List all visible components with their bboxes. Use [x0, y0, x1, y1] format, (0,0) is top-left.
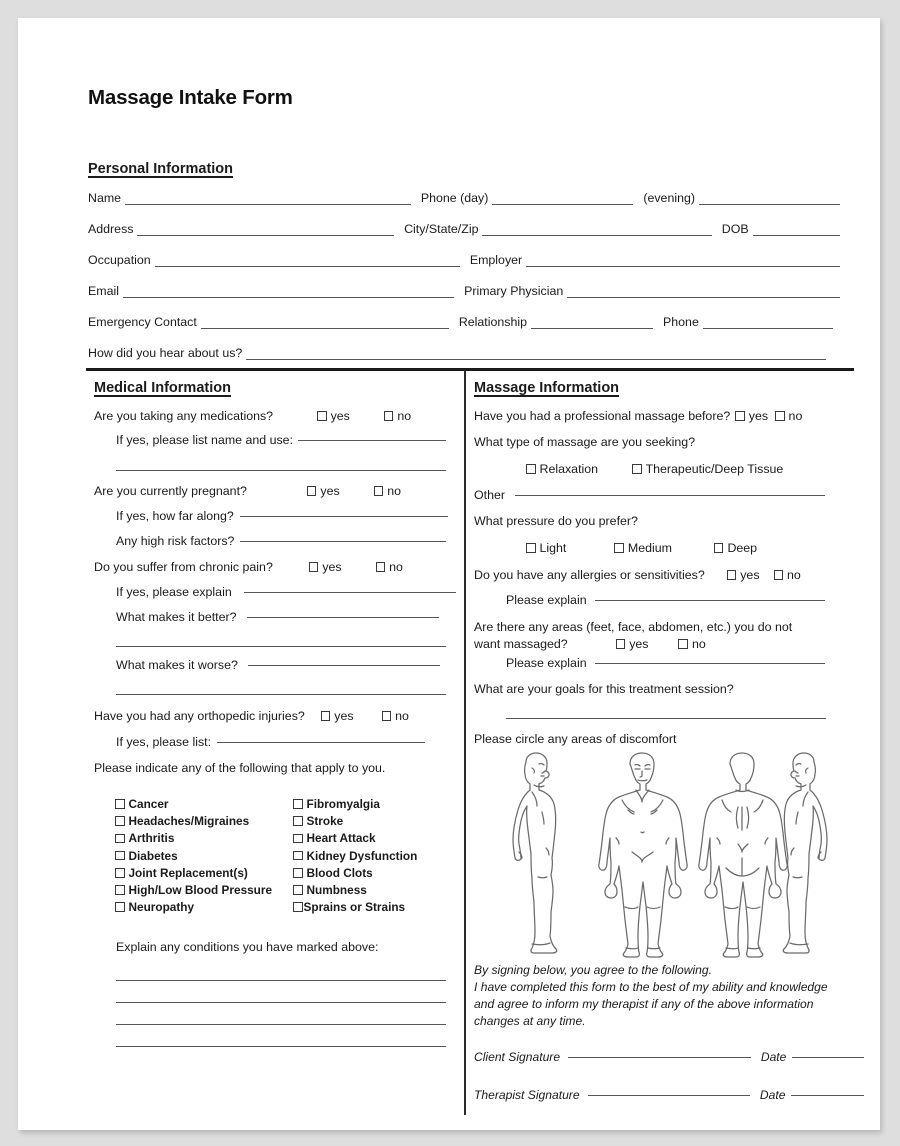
- checkbox-label-yes: yes: [740, 568, 760, 582]
- personal-row-emergency-contact: [88, 315, 850, 329]
- checkbox-pregnant-yes[interactable]: [307, 484, 340, 498]
- question-orthopedic-injuries: [94, 709, 458, 723]
- field-label-dob: DOB: [721, 222, 749, 236]
- field-input-other[interactable]: [515, 495, 825, 496]
- checkbox-square-icon[interactable]: [526, 464, 536, 474]
- checkbox-label-yes: yes: [748, 409, 769, 423]
- section-heading-personal-information: Personal Information: [88, 161, 234, 177]
- checkbox-square-icon[interactable]: [526, 543, 536, 553]
- figure-side-left: [513, 753, 557, 953]
- field-input-explain-line-1[interactable]: [116, 980, 446, 981]
- field-input-email[interactable]: [123, 297, 454, 298]
- checkbox-label: Heart Attack: [306, 831, 376, 846]
- pressure-options: [526, 541, 850, 555]
- checkbox-label: Stroke: [306, 814, 344, 829]
- checkbox-label: Blood Clots: [306, 865, 373, 880]
- field-input-high-risk-factors[interactable]: [240, 541, 446, 542]
- page-title: Massage Intake Form: [88, 86, 293, 109]
- client-signature-input[interactable]: [568, 1057, 751, 1058]
- checkbox-square-icon[interactable]: [714, 543, 724, 553]
- paper-page: [18, 18, 880, 1130]
- agreement-line-3: and agree to inform my therapist if any of the above information: [474, 997, 814, 1011]
- body-diagram[interactable]: [474, 748, 850, 960]
- checkbox-previous-massage-no[interactable]: [775, 409, 802, 423]
- navel: [641, 832, 644, 833]
- explain-conditions-prompt: Explain any conditions you have marked above:: [116, 940, 379, 955]
- field-input-phone-evening[interactable]: [699, 204, 840, 205]
- checkbox-condition-sprains-or-strains[interactable]: [293, 900, 417, 914]
- checkbox-pregnant-no[interactable]: [374, 484, 401, 498]
- checkbox-square-icon[interactable]: [293, 834, 303, 844]
- checkbox-label-no: no: [397, 409, 412, 423]
- checkbox-label-no: no: [395, 709, 409, 723]
- checkbox-label: Kidney Dysfunction: [306, 848, 418, 863]
- medical-information-column: [88, 380, 458, 1047]
- checkbox-label-yes: yes: [330, 409, 350, 423]
- question-label-chronic-pain-explain: If yes, please explain: [116, 585, 232, 599]
- checkbox-label-no: no: [389, 560, 403, 574]
- checkbox-allergies-yes[interactable]: [727, 568, 760, 582]
- checkbox-type-relaxation[interactable]: [526, 462, 598, 476]
- field-label-how-did-you-hear: How did you hear about us?: [88, 346, 243, 360]
- checkbox-orthopedic-yes[interactable]: [321, 709, 354, 723]
- checkbox-label: Numbness: [306, 882, 367, 897]
- field-label-emergency-contact: Emergency Contact: [88, 315, 197, 329]
- personal-row-occupation: [88, 253, 850, 267]
- question-makes-it-worse: [94, 658, 458, 672]
- checkbox-square-icon[interactable]: [376, 562, 386, 572]
- checkbox-avoid-areas-no[interactable]: [678, 637, 705, 651]
- question-label-high-risk-factors: Any high risk factors?: [116, 534, 235, 548]
- left-ankle: [626, 948, 638, 949]
- checkbox-label-yes: yes: [629, 637, 649, 651]
- body-outline: [699, 753, 787, 957]
- field-input-dob[interactable]: [753, 235, 840, 236]
- question-label-pregnant: Are you currently pregnant?: [94, 484, 247, 498]
- checkbox-square-icon[interactable]: [614, 543, 624, 553]
- checkbox-square-icon[interactable]: [321, 711, 331, 721]
- field-input-medications-list-line2[interactable]: [116, 470, 446, 471]
- checkbox-label-no: no: [691, 637, 706, 651]
- checkbox-previous-massage-yes[interactable]: [735, 409, 768, 423]
- field-label-name: Name: [88, 191, 122, 205]
- field-input-makes-it-better-line2[interactable]: [116, 646, 446, 647]
- checkbox-square-icon[interactable]: [317, 411, 327, 421]
- checkbox-label: Joint Replacement(s): [128, 865, 248, 880]
- checkbox-label: Deep: [727, 541, 758, 555]
- massage-type-options: [526, 462, 850, 476]
- field-label-other: Other: [474, 488, 505, 502]
- client-date-input[interactable]: [792, 1057, 864, 1058]
- question-label-pressure: What pressure do you prefer?: [474, 514, 638, 528]
- section-heading-medical-information: Medical Information: [94, 380, 231, 396]
- agreement-line-4: changes at any time.: [474, 1014, 586, 1028]
- checkbox-allergies-no[interactable]: [774, 568, 801, 582]
- agreement-line-2: I have completed this form to the best of my ability and knowledge: [474, 980, 828, 994]
- checkbox-label-no: no: [788, 409, 803, 423]
- checkbox-orthopedic-no[interactable]: [382, 709, 409, 723]
- checkbox-condition-heart-attack[interactable]: [293, 831, 417, 845]
- client-date-label: Date: [760, 1050, 787, 1064]
- checkbox-pressure-medium[interactable]: [614, 541, 672, 555]
- checkbox-condition-fibromyalgia[interactable]: [293, 797, 417, 811]
- checkbox-square-icon[interactable]: [774, 570, 784, 580]
- question-previous-massage: [474, 409, 850, 423]
- section-divider-horizontal: [86, 368, 854, 371]
- field-input-avoid-areas-explain[interactable]: [595, 663, 825, 664]
- field-input-orthopedic-list[interactable]: [217, 742, 425, 743]
- field-input-makes-it-better[interactable]: [247, 617, 439, 618]
- checkbox-pressure-light[interactable]: [526, 541, 566, 555]
- conditions-column-right: [293, 797, 417, 917]
- field-input-explain-line-2[interactable]: [116, 1002, 446, 1003]
- checkbox-square-icon[interactable]: [115, 799, 125, 809]
- agreement-block: [474, 963, 864, 1102]
- field-input-makes-it-worse[interactable]: [248, 665, 440, 666]
- field-label-employer: Employer: [469, 253, 523, 267]
- conditions-checkbox-list: [115, 797, 458, 917]
- client-signature-row: [474, 1050, 864, 1064]
- checkbox-square-icon[interactable]: [735, 411, 745, 421]
- field-label-relationship: Relationship: [458, 315, 528, 329]
- question-label-allergies: Do you have any allergies or sensitivities?: [474, 568, 705, 582]
- checkbox-label: Therapeutic/Deep Tissue: [645, 462, 784, 476]
- field-label-phone-day: Phone (day): [420, 191, 489, 205]
- therapist-date-label: Date: [759, 1088, 786, 1102]
- checkbox-square-icon[interactable]: [293, 885, 303, 895]
- question-makes-it-better: [94, 610, 458, 624]
- question-avoid-areas-line2: [474, 637, 850, 651]
- checkbox-square-icon[interactable]: [384, 411, 394, 421]
- checkbox-condition-diabetes[interactable]: [115, 849, 293, 863]
- field-input-explain-line-3[interactable]: [116, 1024, 446, 1025]
- checkbox-label: Cancer: [128, 797, 169, 811]
- field-input-how-did-you-hear[interactable]: [246, 359, 826, 360]
- question-allergies: [474, 568, 850, 582]
- checkbox-label-yes: yes: [320, 484, 340, 498]
- field-input-goals[interactable]: [506, 718, 826, 719]
- question-label-medications: Are you taking any medications?: [94, 409, 274, 423]
- section-heading-massage-information: Massage Information: [474, 380, 620, 396]
- field-label-email: Email: [88, 284, 119, 298]
- checkbox-square-icon[interactable]: [293, 868, 303, 878]
- field-label-address: Address: [88, 222, 134, 236]
- checkbox-square-icon[interactable]: [616, 639, 626, 649]
- field-label-city-state-zip: City/State/Zip: [404, 222, 479, 236]
- checkbox-condition-arthritis[interactable]: [115, 831, 293, 845]
- page-content: [68, 18, 850, 1130]
- question-label-pregnant-how-far: If yes, how far along?: [116, 509, 234, 523]
- figure-back: [699, 753, 787, 957]
- checkbox-condition-stroke[interactable]: [293, 814, 417, 828]
- checkbox-label: Diabetes: [128, 848, 178, 863]
- question-label-goals: What are your goals for this treatment session?: [474, 682, 734, 696]
- question-label-massage-type: What type of massage are you seeking?: [474, 435, 696, 449]
- question-label-makes-it-worse: What makes it worse?: [116, 658, 238, 672]
- question-label-avoid-areas-line1: Are there any areas (feet, face, abdomen, etc.) you do not: [474, 620, 793, 634]
- checkbox-label: Headaches/Migraines: [128, 814, 250, 829]
- question-label-chronic-pain: Do you suffer from chronic pain?: [94, 560, 273, 574]
- checkbox-square-icon[interactable]: [293, 851, 303, 861]
- agreement-line-1: By signing below, you agree to the following.: [474, 963, 712, 977]
- checkbox-square-icon[interactable]: [115, 851, 125, 861]
- question-high-risk-factors: [94, 534, 458, 548]
- checkbox-square-icon[interactable]: [293, 902, 303, 912]
- personal-row-email: [88, 284, 850, 298]
- field-input-chronic-pain-explain[interactable]: [244, 592, 456, 593]
- therapist-signature-label: Therapist Signature: [474, 1088, 580, 1102]
- question-allergies-explain: [506, 593, 850, 607]
- field-input-primary-physician[interactable]: [567, 297, 840, 298]
- checkbox-type-therapeutic-deep-tissue[interactable]: [632, 462, 783, 476]
- checkbox-avoid-areas-yes[interactable]: [616, 637, 649, 651]
- checkbox-square-icon[interactable]: [775, 411, 785, 421]
- body-outline: [599, 753, 687, 957]
- question-pregnant: [94, 484, 458, 498]
- checkbox-condition-numbness[interactable]: [293, 883, 417, 897]
- field-input-name[interactable]: [125, 204, 411, 205]
- checkbox-label: Relaxation: [539, 462, 599, 476]
- left-ankle: [726, 948, 738, 949]
- massage-information-column: [474, 380, 850, 746]
- field-input-emergency-phone[interactable]: [703, 328, 833, 329]
- figure-front: [599, 753, 687, 957]
- checkbox-square-icon[interactable]: [293, 799, 303, 809]
- checkbox-square-icon[interactable]: [115, 868, 125, 878]
- checkbox-label-no: no: [787, 568, 801, 582]
- conditions-prompt: Please indicate any of the following that apply to you.: [94, 761, 386, 775]
- question-avoid-areas-explain: [506, 656, 850, 670]
- field-input-explain-line-4[interactable]: [116, 1046, 446, 1047]
- field-input-phone-day[interactable]: [492, 204, 633, 205]
- field-label-phone-evening: (evening): [643, 191, 695, 205]
- field-input-pregnant-how-far[interactable]: [240, 516, 448, 517]
- checkbox-condition-blood-pressure[interactable]: [115, 883, 293, 897]
- field-input-makes-it-worse-line2[interactable]: [116, 694, 446, 695]
- checkbox-condition-headaches-migraines[interactable]: [115, 814, 293, 828]
- checkbox-condition-kidney-dysfunction[interactable]: [293, 849, 417, 863]
- checkbox-square-icon[interactable]: [115, 834, 125, 844]
- checkbox-square-icon[interactable]: [309, 562, 319, 572]
- question-label-orthopedic-list: If yes, please list:: [116, 735, 212, 749]
- section-divider-vertical: [464, 370, 466, 1115]
- question-label-previous-massage: Have you had a professional massage before?: [474, 409, 731, 423]
- field-label-occupation: Occupation: [88, 253, 151, 267]
- question-medications-list: [94, 433, 458, 447]
- question-label-avoid-areas-line2: want massaged?: [474, 637, 568, 651]
- field-label-emergency-phone: Phone: [663, 315, 699, 329]
- question-label-makes-it-better: What makes it better?: [116, 610, 237, 624]
- field-label-primary-physician: Primary Physician: [464, 284, 564, 298]
- checkbox-label-no: no: [387, 484, 401, 498]
- question-label-avoid-areas-explain: Please explain: [506, 656, 587, 670]
- checkbox-label: High/Low Blood Pressure: [128, 882, 273, 897]
- checkbox-label: Medium: [627, 541, 672, 555]
- question-medications: [94, 409, 458, 423]
- personal-row-referral: [88, 346, 850, 360]
- field-input-allergies-explain[interactable]: [595, 600, 825, 601]
- question-chronic-pain-explain: [94, 585, 458, 599]
- checkbox-square-icon[interactable]: [382, 711, 392, 721]
- checkbox-chronic-pain-yes[interactable]: [309, 560, 342, 574]
- checkbox-medications-yes[interactable]: [317, 409, 350, 423]
- therapist-signature-row: [474, 1088, 864, 1102]
- checkbox-label: Arthritis: [128, 831, 175, 846]
- checkbox-square-icon[interactable]: [293, 816, 303, 826]
- checkbox-condition-blood-clots[interactable]: [293, 866, 417, 880]
- field-input-city-state-zip[interactable]: [482, 235, 711, 236]
- question-label-medications-list: If yes, please list name and use:: [116, 433, 294, 447]
- checkbox-label: Sprains or Strains: [303, 900, 406, 915]
- checkbox-condition-cancer[interactable]: [115, 797, 293, 811]
- field-input-relationship[interactable]: [531, 328, 653, 329]
- checkbox-label-yes: yes: [334, 709, 354, 723]
- checkbox-square-icon[interactable]: [115, 902, 125, 912]
- checkbox-medications-no[interactable]: [384, 409, 411, 423]
- checkbox-square-icon[interactable]: [307, 486, 317, 496]
- question-label-orthopedic-injuries: Have you had any orthopedic injuries?: [94, 709, 305, 723]
- therapist-signature-input[interactable]: [588, 1095, 750, 1096]
- field-input-address[interactable]: [137, 235, 394, 236]
- checkbox-condition-joint-replacements[interactable]: [115, 866, 293, 880]
- field-input-medications-list[interactable]: [298, 440, 446, 441]
- client-signature-label: Client Signature: [474, 1050, 561, 1064]
- field-input-occupation[interactable]: [155, 266, 460, 267]
- body-diagram-svg[interactable]: [474, 748, 850, 960]
- checkbox-chronic-pain-no[interactable]: [376, 560, 403, 574]
- checkbox-label: Fibromyalgia: [306, 797, 380, 811]
- checkbox-pressure-deep[interactable]: [714, 541, 757, 555]
- personal-row-address: [88, 222, 850, 236]
- field-input-emergency-contact[interactable]: [201, 328, 449, 329]
- question-other-massage-type: [474, 488, 850, 502]
- checkbox-square-icon[interactable]: [678, 639, 688, 649]
- checkbox-square-icon[interactable]: [115, 885, 125, 895]
- question-label-allergies-explain: Please explain: [506, 593, 587, 607]
- checkbox-label: Neuropathy: [128, 900, 195, 915]
- diagram-prompt: Please circle any areas of discomfort: [474, 732, 677, 746]
- checkbox-square-icon[interactable]: [374, 486, 384, 496]
- personal-row-name: [88, 191, 850, 205]
- conditions-column-left: [115, 797, 293, 917]
- figure-side-right: [783, 753, 827, 953]
- checkbox-square-icon[interactable]: [632, 464, 642, 474]
- question-pregnant-how-far: [94, 509, 458, 523]
- checkbox-square-icon[interactable]: [727, 570, 737, 580]
- checkbox-square-icon[interactable]: [115, 816, 125, 826]
- checkbox-label: Light: [539, 541, 567, 555]
- checkbox-condition-neuropathy[interactable]: [115, 900, 293, 914]
- field-input-employer[interactable]: [526, 266, 840, 267]
- question-orthopedic-list: [94, 735, 458, 749]
- question-chronic-pain: [94, 560, 458, 574]
- checkbox-label-yes: yes: [322, 560, 342, 574]
- therapist-date-input[interactable]: [791, 1095, 864, 1096]
